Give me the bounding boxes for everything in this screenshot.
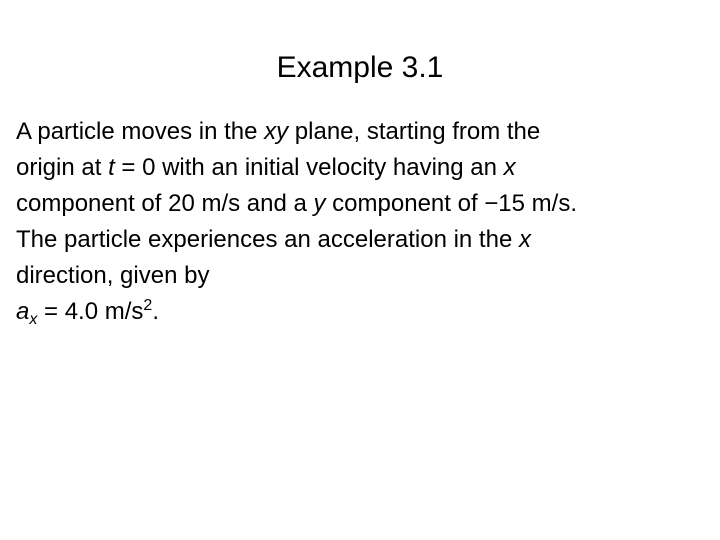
variable-xy: xy bbox=[264, 118, 289, 145]
equation-line bbox=[16, 294, 706, 330]
text-segment: component of 20 m/s and a bbox=[16, 190, 314, 217]
text-line-4 bbox=[16, 222, 706, 258]
variable-y: y bbox=[313, 190, 326, 217]
text-line-5 bbox=[16, 258, 706, 294]
problem-text bbox=[16, 114, 706, 330]
text-segment: A particle moves in the bbox=[16, 118, 265, 145]
text-segment: component of −15 m/s. bbox=[325, 190, 577, 217]
superscript-2: 2 bbox=[143, 297, 153, 314]
text-segment: direction, given by bbox=[16, 262, 210, 289]
variable-t: t bbox=[108, 154, 115, 181]
text-segment: plane, starting from the bbox=[288, 118, 541, 145]
text-line-3 bbox=[16, 186, 706, 222]
text-segment: = 0 with an initial velocity having an bbox=[114, 154, 504, 181]
variable-x: x bbox=[503, 154, 516, 181]
text-segment: origin at bbox=[16, 154, 109, 181]
equation-value: = 4.0 m/s bbox=[37, 298, 144, 325]
variable-x: x bbox=[518, 226, 531, 253]
variable-a: a bbox=[16, 298, 30, 325]
slide-title: Example 3.1 bbox=[276, 51, 444, 84]
subscript-x: x bbox=[29, 311, 38, 328]
text-line-1 bbox=[16, 114, 706, 150]
text-line-2 bbox=[16, 150, 706, 186]
text-segment: The particle experiences an acceleration in the bbox=[16, 226, 519, 253]
equation-period: . bbox=[152, 298, 159, 325]
